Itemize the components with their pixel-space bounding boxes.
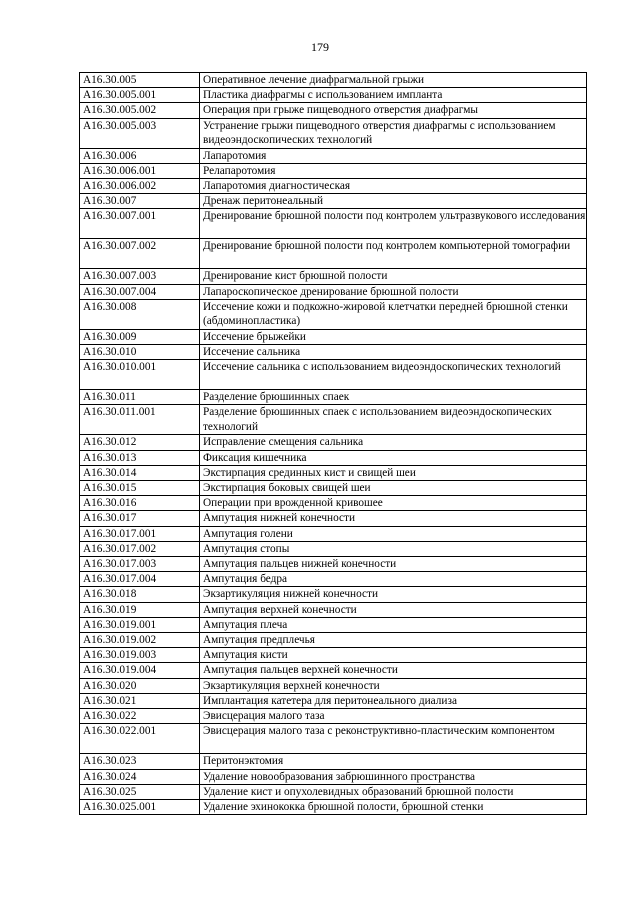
table-row [80, 769, 587, 784]
procedure-name-cell: Лапаротомия [200, 148, 587, 163]
procedure-name-cell: Дренирование брюшной полости под контролем компьютерной томографии [200, 239, 587, 269]
procedure-code-cell: A16.30.019.004 [80, 663, 200, 678]
table-row [80, 148, 587, 163]
procedure-name-cell: Пластика диафрагмы с использованием импланта [200, 88, 587, 103]
procedure-code-cell: A16.30.007.003 [80, 269, 200, 284]
procedure-code-cell: A16.30.005.002 [80, 103, 200, 118]
procedure-code-cell: A16.30.015 [80, 481, 200, 496]
procedure-code-cell: A16.30.010.001 [80, 360, 200, 390]
procedure-name-cell: Релапаротомия [200, 163, 587, 178]
procedure-name-cell: Исправление смещения сальника [200, 435, 587, 450]
procedure-name-cell: Ампутация кисти [200, 648, 587, 663]
procedure-code-cell: A16.30.009 [80, 329, 200, 344]
procedure-codes-table [79, 72, 587, 815]
procedure-name-cell: Разделение брюшинных спаек [200, 390, 587, 405]
table-row [80, 269, 587, 284]
table-row [80, 587, 587, 602]
procedure-name-cell: Имплантация катетера для перитонеального диализа [200, 693, 587, 708]
table-row [80, 209, 587, 239]
table-row [80, 693, 587, 708]
page-number: 179 [311, 40, 329, 54]
procedure-code-cell: A16.30.005.003 [80, 118, 200, 148]
table-row [80, 73, 587, 88]
procedure-name-cell: Дренирование брюшной полости под контролем ультразвукового исследования [200, 209, 587, 239]
procedure-code-cell: A16.30.007.004 [80, 284, 200, 299]
procedure-name-cell: Ампутация пальцев нижней конечности [200, 557, 587, 572]
procedure-code-cell: A16.30.025 [80, 784, 200, 799]
table-row [80, 405, 587, 435]
procedure-name-cell: Эвисцерация малого таза с реконструктивно-пластическим компонентом [200, 724, 587, 754]
procedure-name-cell: Экстирпация срединных кист и свищей шеи [200, 465, 587, 480]
table-row [80, 724, 587, 754]
procedure-code-cell: A16.30.021 [80, 693, 200, 708]
procedure-code-cell: A16.30.014 [80, 465, 200, 480]
procedure-name-cell: Фиксация кишечника [200, 450, 587, 465]
procedure-name-cell: Ампутация пальцев верхней конечности [200, 663, 587, 678]
procedure-code-cell: A16.30.023 [80, 754, 200, 769]
procedure-code-cell: A16.30.022.001 [80, 724, 200, 754]
procedure-code-cell: A16.30.024 [80, 769, 200, 784]
procedure-code-cell: A16.30.019 [80, 602, 200, 617]
procedure-code-cell: A16.30.017 [80, 511, 200, 526]
table-row [80, 511, 587, 526]
procedure-code-cell: A16.30.025.001 [80, 799, 200, 814]
procedure-name-cell: Иссечение брыжейки [200, 329, 587, 344]
procedure-code-cell: A16.30.007 [80, 194, 200, 209]
procedure-code-cell: A16.30.017.004 [80, 572, 200, 587]
table-row [80, 678, 587, 693]
table-row [80, 572, 587, 587]
procedure-code-cell: A16.30.022 [80, 709, 200, 724]
table-row [80, 663, 587, 678]
procedure-name-cell: Иссечение сальника [200, 345, 587, 360]
procedure-code-cell: A16.30.020 [80, 678, 200, 693]
table-row [80, 648, 587, 663]
table-row [80, 784, 587, 799]
procedure-name-cell: Ампутация верхней конечности [200, 602, 587, 617]
table-row [80, 163, 587, 178]
procedure-code-cell: A16.30.013 [80, 450, 200, 465]
procedure-code-cell: A16.30.005.001 [80, 88, 200, 103]
table-row [80, 239, 587, 269]
procedure-name-cell: Ампутация предплечья [200, 633, 587, 648]
procedure-name-cell: Иссечение кожи и подкожно-жировой клетчатки передней брюшной стенки (абдоминопластика) [200, 299, 587, 329]
procedure-code-cell: A16.30.019.001 [80, 617, 200, 632]
table-row [80, 435, 587, 450]
table-row [80, 617, 587, 632]
procedure-code-cell: A16.30.010 [80, 345, 200, 360]
procedure-code-cell: A16.30.006 [80, 148, 200, 163]
table-row [80, 329, 587, 344]
table-row [80, 481, 587, 496]
procedure-code-cell: A16.30.017.003 [80, 557, 200, 572]
procedure-name-cell: Экзартикуляция верхней конечности [200, 678, 587, 693]
procedure-name-cell: Удаление эхинококка брюшной полости, брюшной стенки [200, 799, 587, 814]
procedure-name-cell: Ампутация плеча [200, 617, 587, 632]
procedure-code-cell: A16.30.019.002 [80, 633, 200, 648]
procedure-code-cell: A16.30.017.001 [80, 526, 200, 541]
procedure-codes-table-body [80, 73, 587, 815]
table-row [80, 103, 587, 118]
table-row [80, 465, 587, 480]
table-row [80, 754, 587, 769]
table-row [80, 709, 587, 724]
table-row [80, 118, 587, 148]
table-row [80, 179, 587, 194]
procedure-code-cell: A16.30.012 [80, 435, 200, 450]
procedure-name-cell: Ампутация нижней конечности [200, 511, 587, 526]
procedure-code-cell: A16.30.008 [80, 299, 200, 329]
procedure-code-cell: A16.30.006.001 [80, 163, 200, 178]
procedure-name-cell: Операция при грыже пищеводного отверстия диафрагмы [200, 103, 587, 118]
procedure-name-cell: Ампутация стопы [200, 541, 587, 556]
procedure-name-cell: Иссечение сальника с использованием видеоэндоскопических технологий [200, 360, 587, 390]
procedure-code-cell: A16.30.011.001 [80, 405, 200, 435]
procedure-name-cell: Эвисцерация малого таза [200, 709, 587, 724]
procedure-name-cell: Операции при врожденной кривошее [200, 496, 587, 511]
procedure-name-cell: Удаление новообразования забрюшинного пространства [200, 769, 587, 784]
procedure-name-cell: Экстирпация боковых свищей шеи [200, 481, 587, 496]
table-row [80, 345, 587, 360]
procedure-name-cell: Удаление кист и опухолевидных образований брюшной полости [200, 784, 587, 799]
table-row [80, 299, 587, 329]
table-row [80, 88, 587, 103]
table-row [80, 450, 587, 465]
procedure-code-cell: A16.30.007.001 [80, 209, 200, 239]
table-row [80, 633, 587, 648]
procedure-name-cell: Дренирование кист брюшной полости [200, 269, 587, 284]
procedure-name-cell: Дренаж перитонеальный [200, 194, 587, 209]
procedure-name-cell: Лапароскопическое дренирование брюшной полости [200, 284, 587, 299]
procedure-name-cell: Ампутация голени [200, 526, 587, 541]
procedure-code-cell: A16.30.018 [80, 587, 200, 602]
procedure-code-cell: A16.30.007.002 [80, 239, 200, 269]
table-row [80, 390, 587, 405]
table-row [80, 526, 587, 541]
table-row [80, 541, 587, 556]
procedure-code-cell: A16.30.011 [80, 390, 200, 405]
procedure-name-cell: Экзартикуляция нижней конечности [200, 587, 587, 602]
procedure-code-cell: A16.30.017.002 [80, 541, 200, 556]
procedure-name-cell: Разделение брюшинных спаек с использованием видеоэндоскопических технологий [200, 405, 587, 435]
procedure-name-cell: Ампутация бедра [200, 572, 587, 587]
table-row [80, 194, 587, 209]
procedure-code-cell: A16.30.016 [80, 496, 200, 511]
procedure-name-cell: Устранение грыжи пищеводного отверстия диафрагмы с использованием видеоэндоскопических технологий [200, 118, 587, 148]
table-row [80, 496, 587, 511]
procedure-name-cell: Лапаротомия диагностическая [200, 179, 587, 194]
procedure-name-cell: Перитонэктомия [200, 754, 587, 769]
table-row [80, 602, 587, 617]
procedure-code-cell: A16.30.005 [80, 73, 200, 88]
procedure-code-cell: A16.30.019.003 [80, 648, 200, 663]
table-row [80, 360, 587, 390]
table-row [80, 284, 587, 299]
procedure-name-cell: Оперативное лечение диафрагмальной грыжи [200, 73, 587, 88]
procedure-code-cell: A16.30.006.002 [80, 179, 200, 194]
table-row [80, 557, 587, 572]
table-row [80, 799, 587, 814]
